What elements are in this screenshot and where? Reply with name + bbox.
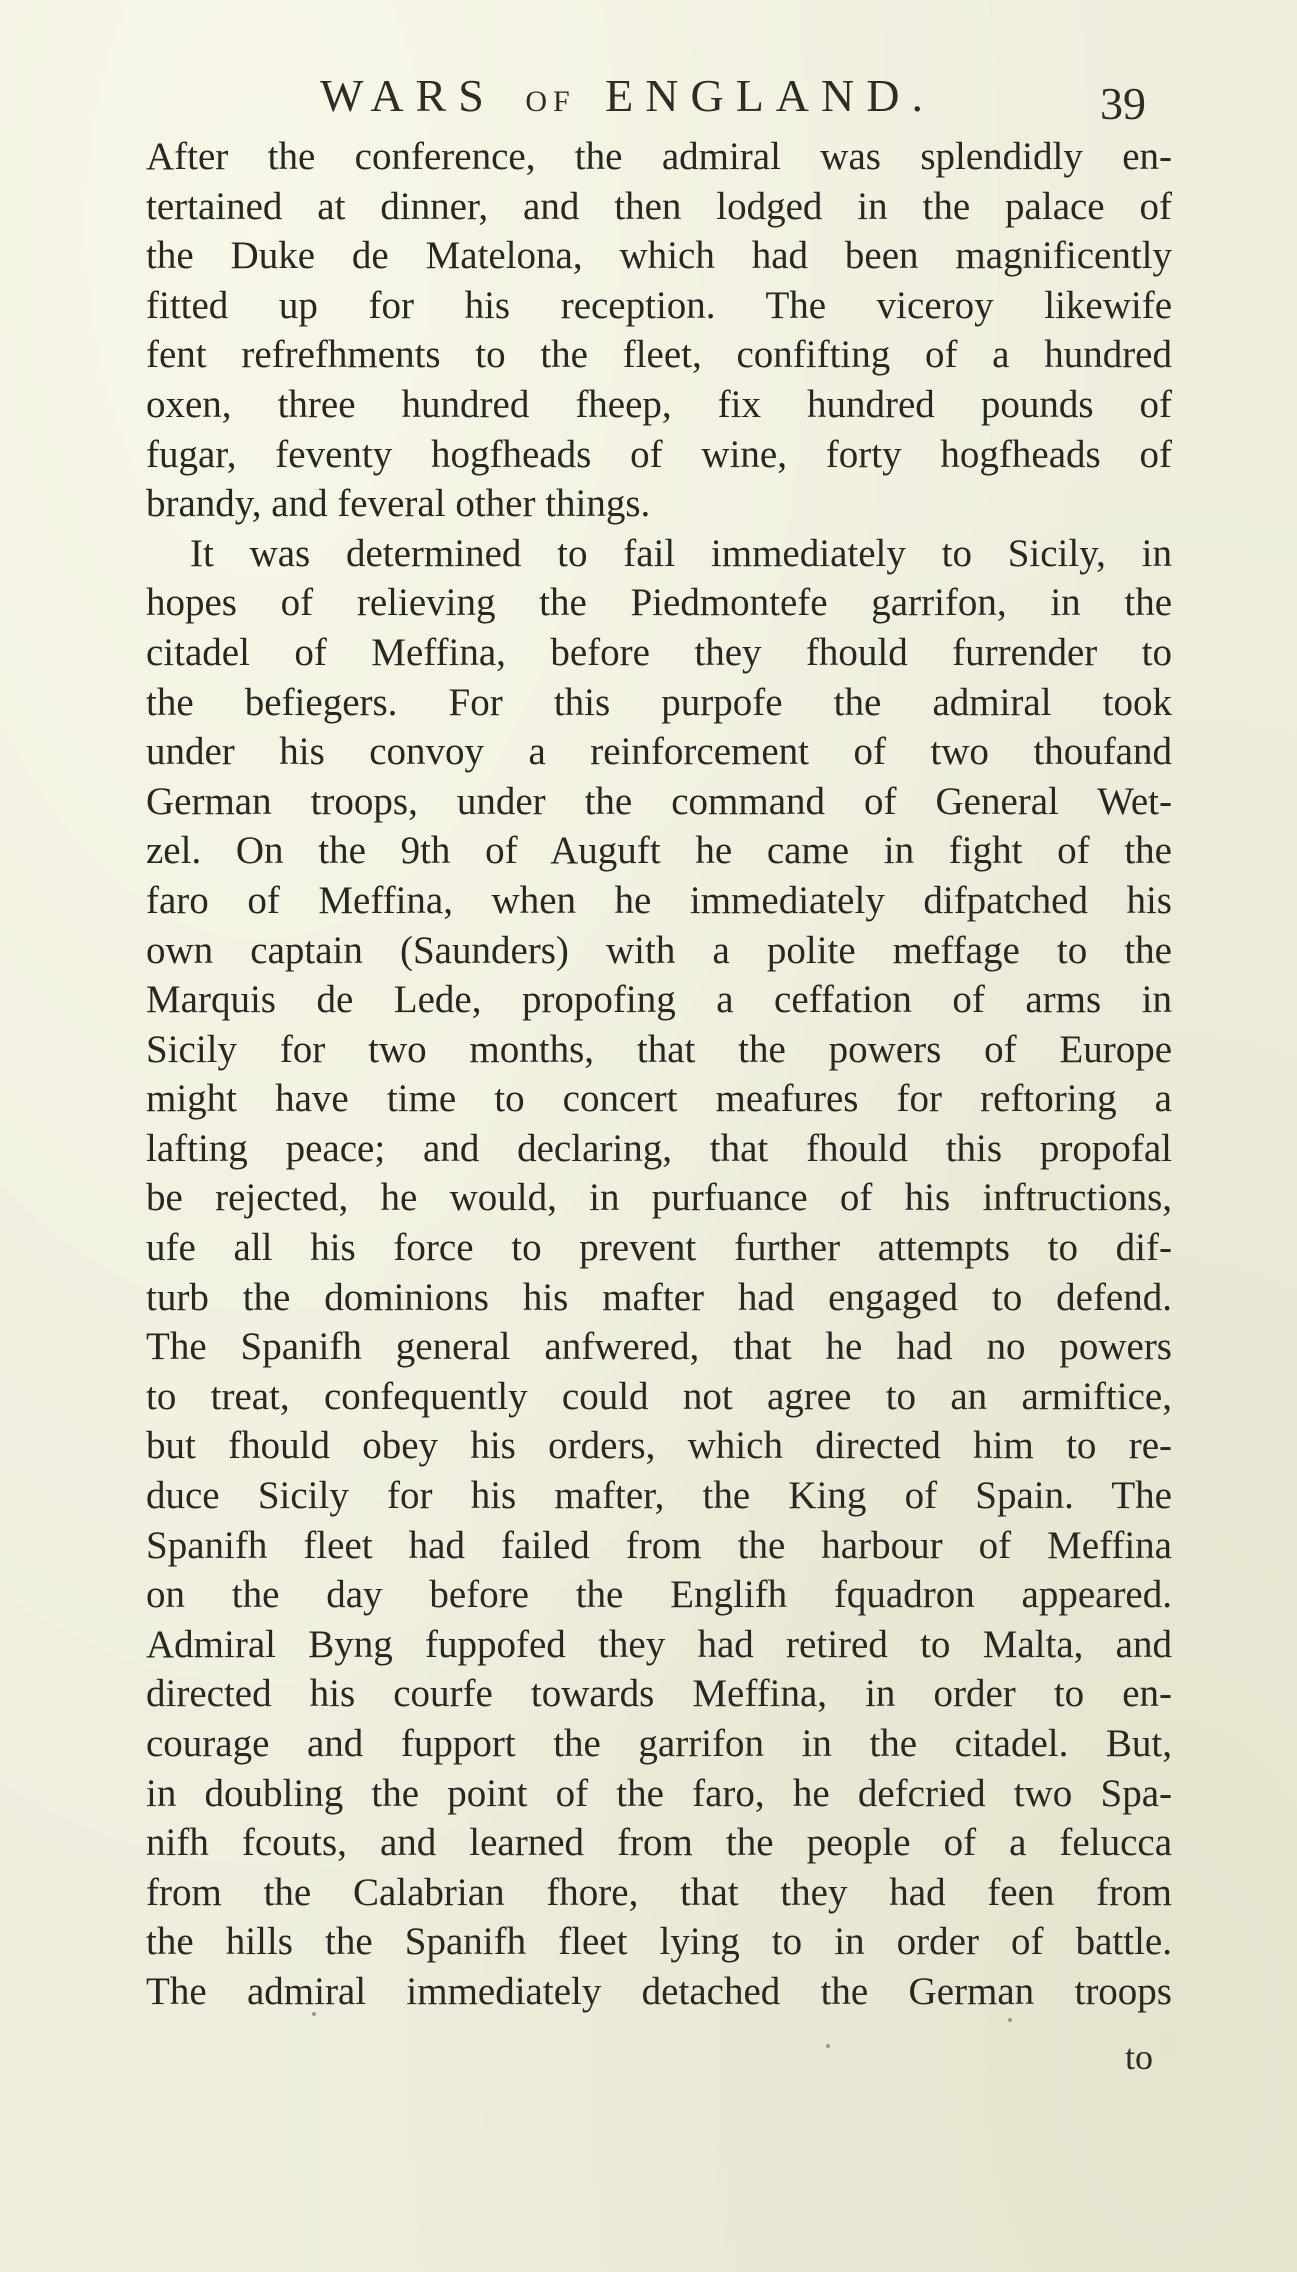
text-line-16: faro of Meffina, when he immediately difpatched his: [146, 878, 1172, 922]
text-line-26: to treat, confequently could not agree to an armiftice,: [146, 1374, 1172, 1418]
page-number: 39: [1100, 78, 1146, 129]
text-line-8: brandy, and feveral other things.: [146, 482, 651, 526]
text-line-6: oxen, three hundred fheep, fix hundred pounds of: [146, 382, 1172, 426]
text-line-29: Spanifh fleet had failed from the harbour of Meffina: [146, 1523, 1172, 1567]
text-line-21: lafting peace; and declaring, that fhould this propofal: [146, 1126, 1172, 1170]
paper-speck: [312, 2012, 316, 2016]
text-line-34: in doubling the point of the faro, he defcried two Spa-: [146, 1771, 1172, 1815]
text-line-15: zel. On the 9th of Auguft he came in fight of the: [146, 829, 1172, 873]
running-head: [320, 66, 1020, 132]
text-line-35: nifh fcouts, and learned from the people of a felucca: [146, 1821, 1172, 1865]
text-line-38: The admiral immediately detached the German troops: [146, 1969, 1172, 2013]
text-line-24: turb the dominions his mafter had engaged to defend.: [146, 1275, 1172, 1319]
running-head-of: OF: [525, 85, 576, 118]
text-line-27: but fhould obey his orders, which directed him to re-: [146, 1424, 1172, 1468]
text-line-12: the befiegers. For this purpofe the admiral took: [146, 680, 1172, 724]
text-line-31: Admiral Byng fuppofed they had retired to Malta, and: [146, 1622, 1172, 1666]
paper-speck: [826, 2044, 830, 2048]
text-line-14: German troops, under the command of General Wet-: [146, 779, 1172, 823]
text-line-25: The Spanifh general anfwered, that he had no powers: [146, 1325, 1172, 1369]
text-line-1: After the conference, the admiral was splendidly en-: [146, 135, 1172, 178]
catchword: to: [1125, 2037, 1154, 2077]
text-line-37: the hills the Spanifh fleet lying to in order of battle.: [146, 1920, 1172, 1964]
text-line-3: the Duke de Matelona, which had been magnificently: [146, 234, 1172, 278]
text-line-17: own captain (Saunders) with a polite meffage to the: [146, 928, 1172, 972]
running-head-wars: WARS: [320, 70, 496, 121]
paper-speck: [1008, 2018, 1012, 2022]
body-text: [146, 132, 1172, 2017]
text-line-20: might have time to concert meafures for reftoring a: [146, 1077, 1172, 1121]
text-line-11: citadel of Meffina, before they fhould furrender to: [146, 630, 1172, 674]
text-line-7: fugar, feventy hogfheads of wine, forty hogfheads of: [146, 432, 1172, 476]
text-line-10: hopes of relieving the Piedmontefe garrifon, in the: [146, 581, 1172, 625]
text-line-32: directed his courfe towards Meffina, in order to en-: [146, 1672, 1172, 1716]
text-line-2: tertained at dinner, and then lodged in the palace of: [146, 184, 1172, 228]
text-line-19: Sicily for two months, that the powers of Europe: [146, 1027, 1172, 1071]
paper-speck: [181, 1938, 185, 1942]
text-line-36: from the Calabrian fhore, that they had feen from: [146, 1870, 1172, 1914]
text-line-30: on the day before the Englifh fquadron appeared.: [146, 1573, 1172, 1617]
text-line-4: fitted up for his reception. The viceroy likewife: [146, 283, 1172, 327]
text-line-5: fent refrefhments to the fleet, confifting of a hundred: [146, 333, 1172, 377]
text-line-13: under his convoy a reinforcement of two thoufand: [146, 730, 1172, 774]
text-line-9: It was determined to fail immediately to Sicily, in: [190, 531, 1172, 575]
text-line-33: courage and fupport the garrifon in the citadel. But,: [146, 1722, 1172, 1765]
text-line-18: Marquis de Lede, propofing a ceffation of arms in: [146, 978, 1172, 1022]
text-line-22: be rejected, he would, in purfuance of his inftructions,: [146, 1176, 1172, 1220]
text-line-28: duce Sicily for his mafter, the King of Spain. The: [146, 1474, 1172, 1518]
running-head-england: ENGLAND.: [605, 70, 935, 121]
text-line-23: ufe all his force to prevent further attempts to dif-: [146, 1226, 1172, 1270]
